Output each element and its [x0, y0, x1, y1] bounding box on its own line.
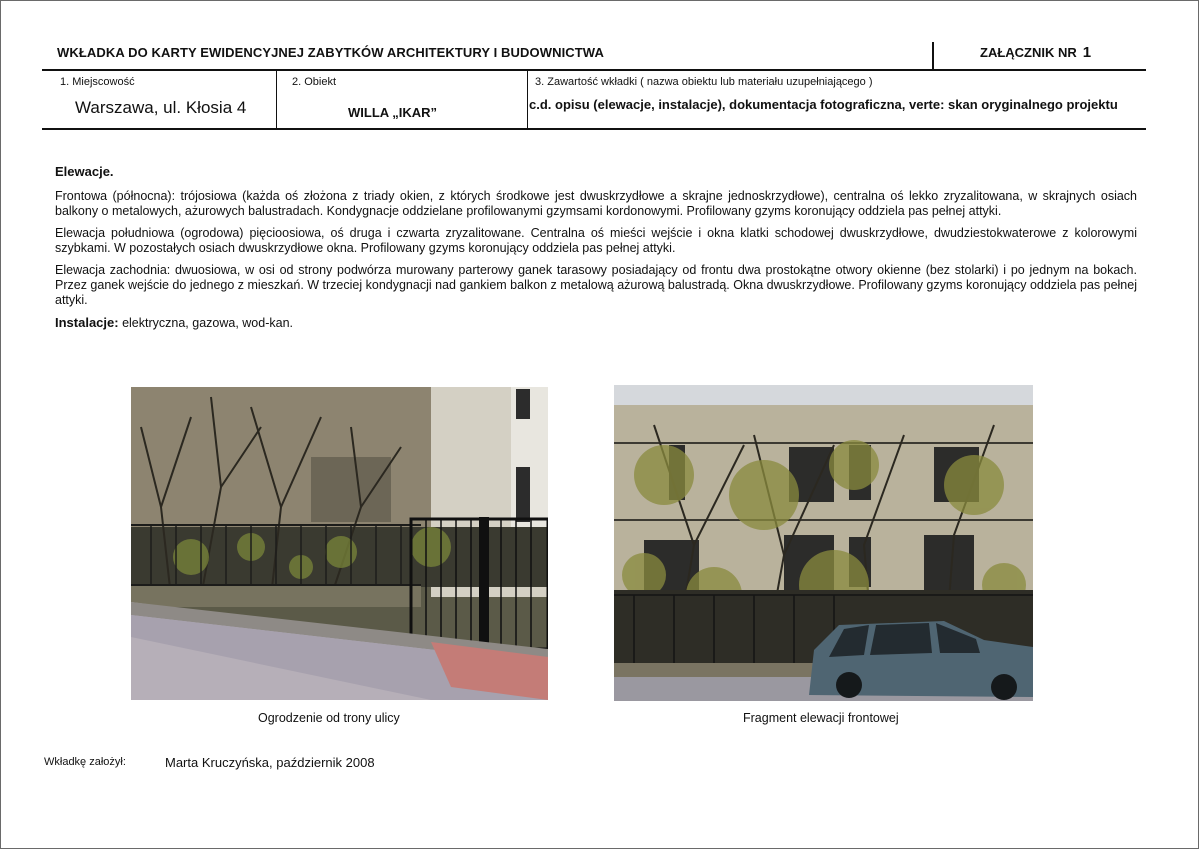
- caption-front-elevation: Fragment elewacji frontowej: [743, 711, 899, 725]
- installations-line: [55, 315, 1137, 331]
- paragraph-south-elevation: Elewacja południowa (ogrodowa) pięcioosiowa, oś druga i czwarta zryzalitowane. Centralna oś mieści wejście i okna klatki schodowej dwuskrzydłowe, dwudziestokwaterowe z kolorowymi szybkami. W pozostałych osiach dwuskrzydłowe okna. Profilowany gzyms koronujący oddziela pas pełnej attyki.: [55, 226, 1137, 255]
- location-value: Warszawa, ul. Kłosia 4: [75, 98, 247, 117]
- caption-street-fence: Ogrodzenie od trony ulicy: [258, 711, 400, 725]
- paragraph-west-elevation: Elewacja zachodnia: dwuosiowa, w osi od strony podwórza murowany parterowy ganek tarasowy posiadający od frontu dwa prostokątne otwory okienne (bez stolarki) i po jednym na bokach. Przez ganek wejście do jednego z mieszkań. W trzeciej kondygnacji nad gankiem balkon z metalową ażurową balustradą. Okna dwuskrzydłowe. Profilowany gzyms koronujący oddziela pas pełnej attyki.: [55, 263, 1137, 307]
- field-divider-1: [276, 71, 277, 128]
- annex-label-text: ZAŁĄCZNIK NR: [980, 45, 1077, 60]
- photo-street-fence: [131, 387, 548, 700]
- object-value: WILLA „IKAR”: [348, 105, 438, 120]
- location-label: 1. Miejscowość: [60, 76, 135, 88]
- object-label: 2. Obiekt: [292, 76, 337, 88]
- document-title: WKŁADKA DO KARTY EWIDENCYJNEJ ZABYTKÓW ARCHITEKTURY I BUDOWNICTWA: [57, 45, 604, 60]
- author-value: Marta Kruczyńska, październik 2008: [165, 755, 375, 770]
- header-rule-top: [42, 69, 1146, 71]
- installations-label: Instalacje:: [55, 315, 119, 330]
- annex-number: 1: [1082, 44, 1092, 61]
- photo-front-elevation: [614, 385, 1033, 701]
- content-value: c.d. opisu (elewacje, instalacje), dokumentacja fotograficzna, verte: skan oryginalnego projektu: [529, 97, 1118, 112]
- paragraph-front-elevation: Frontowa (północna): trójosiowa (każda oś złożona z triady okien, z których środkowe jest dwuskrzydłowe a skrajne jednoskrzydłowe), centralna oś lekko zryzalitowana, w skrajnych osiach balkony o metalowych, ażurowych balustradach. Kondygnacje oddzielane profilowanymi gzymsami kordonowymi. Profilowany gzyms koronujący oddziela pas pełnej attyki.: [55, 189, 1137, 218]
- content-label: 3. Zawartość wkładki ( nazwa obiektu lub materiału uzupełniającego ): [535, 76, 873, 88]
- description-body: [55, 164, 1137, 331]
- section-heading-elevations: Elewacje.: [55, 164, 114, 179]
- annex-label: [980, 44, 1091, 61]
- installations-value: elektryczna, gazowa, wod-kan.: [122, 316, 293, 330]
- document-header: [42, 40, 1146, 70]
- header-divider: [932, 42, 934, 70]
- field-divider-2: [527, 71, 528, 128]
- author-label: Wkładkę założył:: [44, 756, 126, 768]
- header-rule-bottom: [42, 128, 1146, 130]
